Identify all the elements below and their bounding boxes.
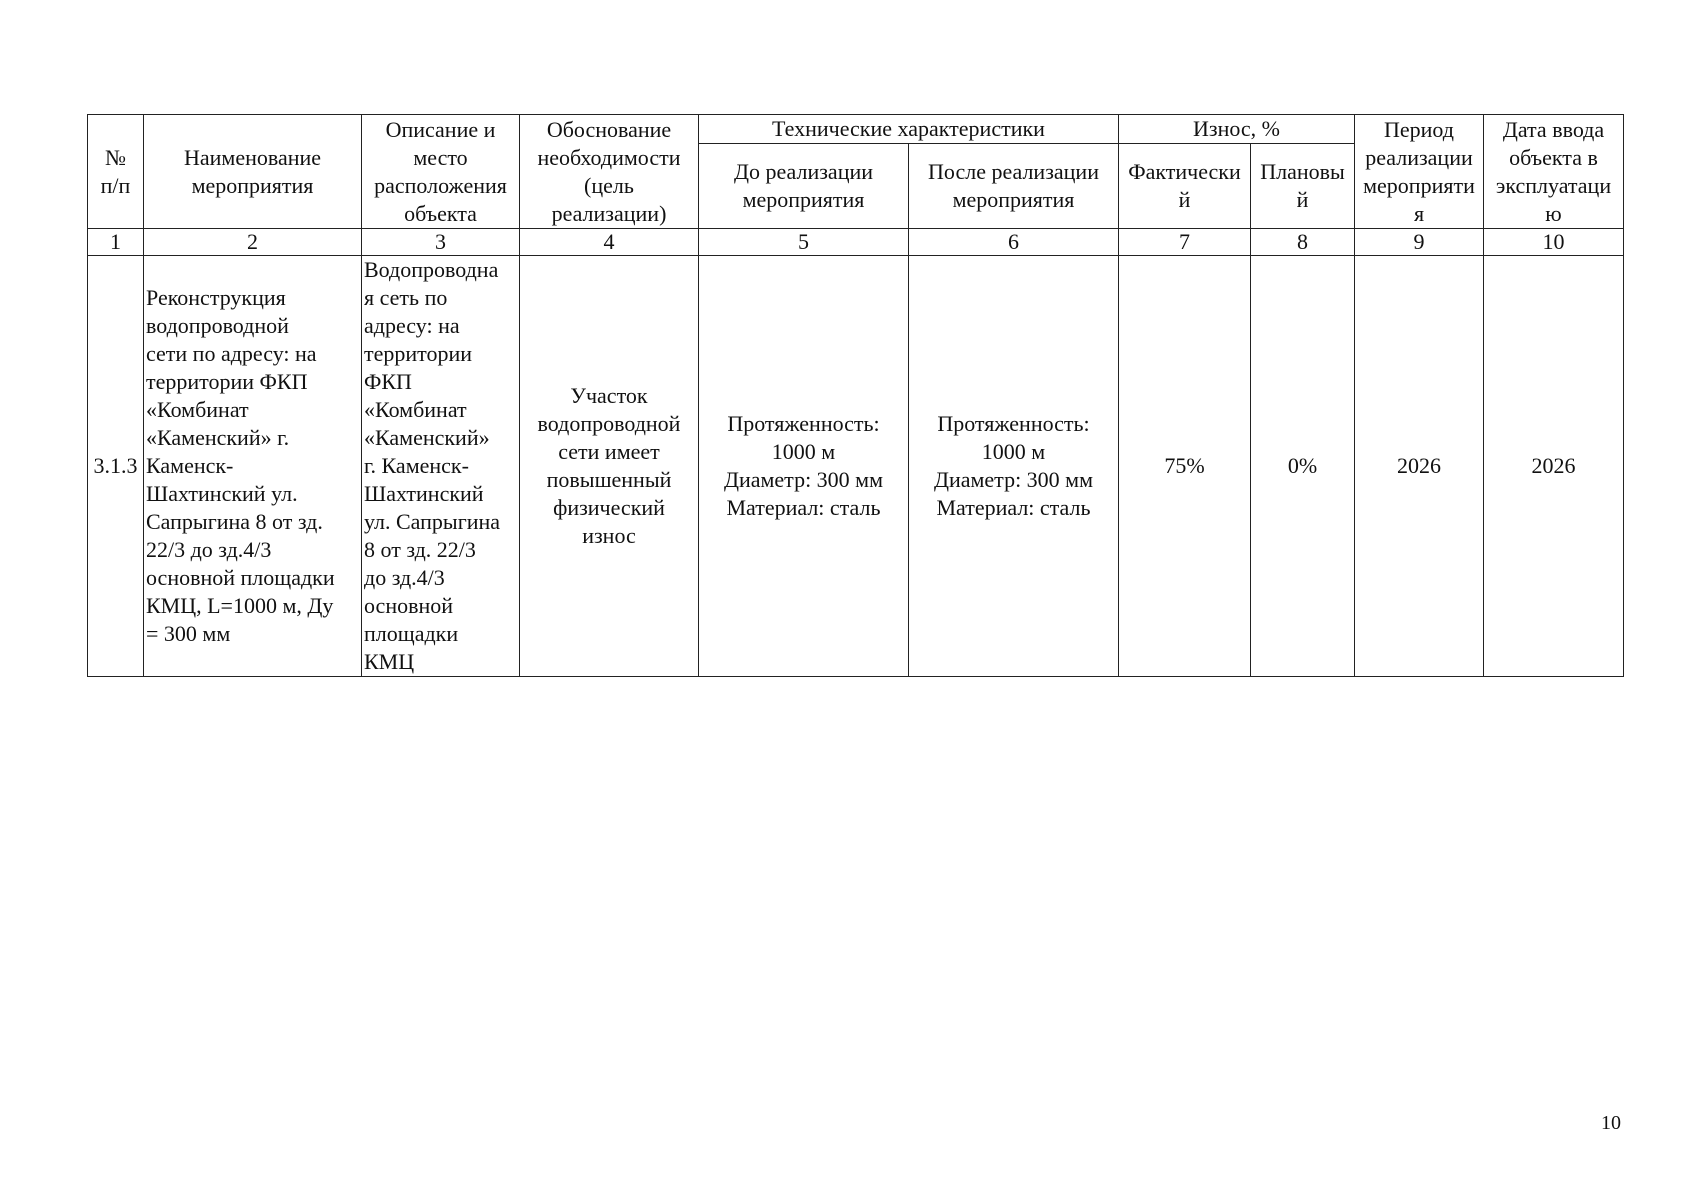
- table-row: [88, 256, 1624, 677]
- header-wear-actual: Фактически й: [1119, 144, 1251, 229]
- row-date: 2026: [1484, 256, 1624, 677]
- header-name: Наименование мероприятия: [144, 115, 362, 229]
- row-num: 3.1.3: [88, 256, 144, 677]
- header-description: Описание и место расположения объекта: [362, 115, 520, 229]
- row-justification: Участок водопроводной сети имеет повышенный физический износ: [520, 256, 699, 677]
- column-number: 10: [1484, 229, 1624, 256]
- header-num: № п/п: [88, 115, 144, 229]
- header-tech-before: До реализации мероприятия: [699, 144, 909, 229]
- column-number: 5: [699, 229, 909, 256]
- column-number: 2: [144, 229, 362, 256]
- header-period: Период реализации мероприяти я: [1355, 115, 1484, 229]
- row-wear-actual: 75%: [1119, 256, 1251, 677]
- column-number: 4: [520, 229, 699, 256]
- row-tech-before: Протяженность: 1000 м Диаметр: 300 мм Материал: сталь: [699, 256, 909, 677]
- row-description: Водопроводна я сеть по адресу: на территории ФКП «Комбинат «Каменский» г. Каменск- Шахтинский ул. Сапрыгина 8 от зд. 22/3 до зд.4/3 основной площадки КМЦ: [362, 256, 520, 677]
- column-number: 7: [1119, 229, 1251, 256]
- column-number: 9: [1355, 229, 1484, 256]
- row-name: Реконструкция водопроводной сети по адресу: на территории ФКП «Комбинат «Каменский» г. Каменск- Шахтинский ул. Сапрыгина 8 от зд. 22/3 до зд.4/3 основной площадки КМЦ, L=1000 м, Ду = 300 мм: [144, 256, 362, 677]
- column-number-row: [88, 229, 1624, 256]
- header-wear-planned: Плановы й: [1251, 144, 1355, 229]
- measures-table: [87, 114, 1624, 677]
- header-tech: Технические характеристики: [699, 115, 1119, 144]
- header-row-1: [88, 115, 1624, 144]
- row-period: 2026: [1355, 256, 1484, 677]
- column-number: 8: [1251, 229, 1355, 256]
- column-number: 1: [88, 229, 144, 256]
- header-wear: Износ, %: [1119, 115, 1355, 144]
- header-justification: Обоснование необходимости (цель реализации): [520, 115, 699, 229]
- page-number: 10: [1601, 1112, 1621, 1134]
- header-date: Дата ввода объекта в эксплуатаци ю: [1484, 115, 1624, 229]
- column-number: 3: [362, 229, 520, 256]
- row-wear-planned: 0%: [1251, 256, 1355, 677]
- header-tech-after: После реализации мероприятия: [909, 144, 1119, 229]
- column-number: 6: [909, 229, 1119, 256]
- row-tech-after: Протяженность: 1000 м Диаметр: 300 мм Материал: сталь: [909, 256, 1119, 677]
